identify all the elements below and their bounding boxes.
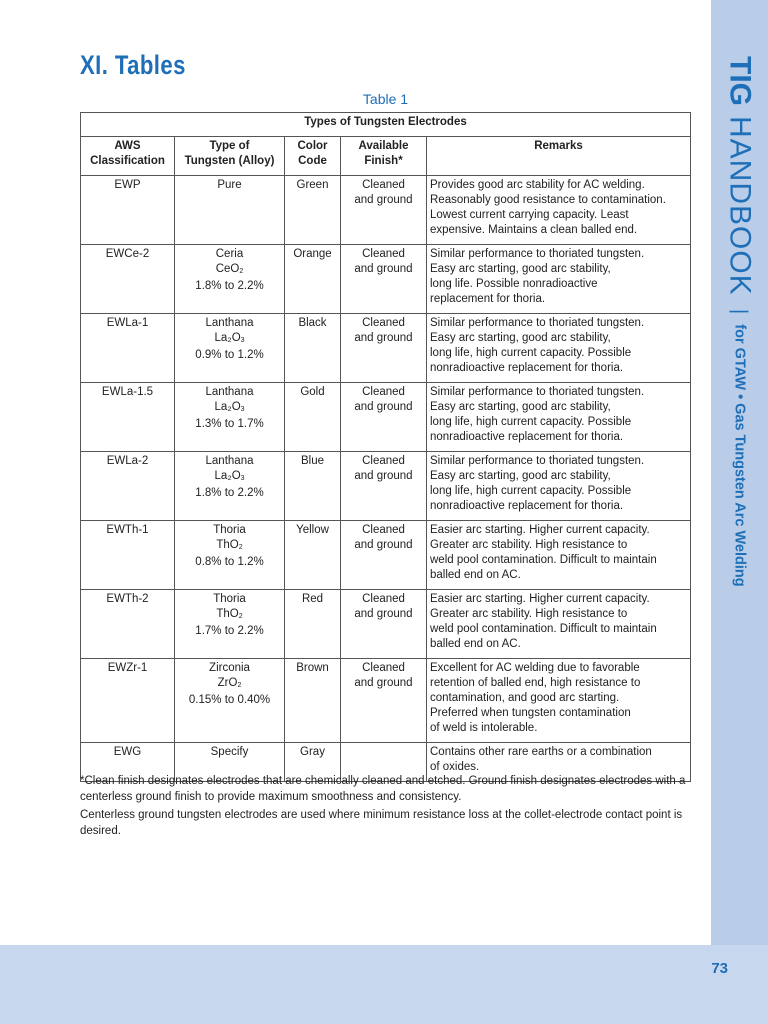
alloy-range: 0.8% to 1.2% (195, 556, 264, 568)
cell-finish (341, 176, 427, 245)
remark-line: Reasonably good resistance to contamination. (430, 194, 666, 206)
table-row (81, 452, 691, 521)
color-code: Black (298, 317, 327, 329)
cell-color (285, 245, 341, 314)
cell-finish (341, 590, 427, 659)
brand-handbook: HANDBOOK (723, 116, 757, 297)
cell-alloy (175, 659, 285, 743)
alloy-name: Zirconia (209, 662, 250, 674)
footer-band (0, 945, 768, 1024)
remark-line: long life, high current capacity. Possible (430, 347, 632, 359)
alloy-name: Specify (210, 746, 249, 758)
aws-code: EWP (114, 179, 141, 191)
remark-line: Easy arc starting, good arc stability, (430, 263, 611, 275)
remark-line: Preferred when tungsten contamination (430, 707, 631, 719)
color-code: Gray (300, 746, 325, 758)
table-row (81, 590, 691, 659)
table-header-row (81, 137, 691, 176)
remark-line: Excellent for AC welding due to favorable (430, 662, 640, 674)
alloy-name: Lanthana (205, 317, 254, 329)
color-code: Green (296, 179, 329, 191)
brand-tig: TIG (723, 56, 757, 106)
cell-aws (81, 452, 175, 521)
cell-finish (341, 383, 427, 452)
table-row (81, 314, 691, 383)
finish-line: Cleaned (362, 386, 405, 398)
remark-line: Easy arc starting, good arc stability, (430, 401, 611, 413)
cell-color (285, 176, 341, 245)
remark-line: long life, high current capacity. Possible (430, 416, 632, 428)
cell-alloy (175, 590, 285, 659)
cell-finish (341, 452, 427, 521)
cell-finish (341, 314, 427, 383)
cell-remarks (427, 176, 691, 245)
brand-separator: | (728, 308, 751, 314)
cell-alloy (175, 314, 285, 383)
header-aws: AWS Classification (81, 137, 175, 176)
cell-color (285, 452, 341, 521)
alloy-formula-subscript: 2 (238, 544, 243, 551)
brand-subtitle: for GTAW • Gas Tungsten Arc Welding (731, 324, 748, 587)
finish-line: Cleaned (362, 455, 405, 467)
remark-line: contamination, and good arc starting. (430, 692, 620, 704)
remark-line: Similar performance to thoriated tungsten. (430, 386, 645, 398)
table-row (81, 521, 691, 590)
color-code: Red (301, 593, 324, 605)
cell-aws (81, 521, 175, 590)
remark-line: nonradioactive replacement for thoria. (430, 500, 624, 512)
alloy-name: Thoria (213, 524, 246, 536)
alloy-formula: ThO (216, 539, 239, 551)
remark-line: Easier arc starting. Higher current capacity. (430, 524, 650, 536)
finish-line: and ground (354, 194, 413, 206)
aws-code: EWTh-2 (106, 593, 149, 605)
cell-alloy (175, 176, 285, 245)
tungsten-electrodes-table (80, 112, 691, 782)
aws-code: EWCe-2 (105, 248, 150, 260)
finish-line: Cleaned (362, 179, 405, 191)
cell-finish (341, 521, 427, 590)
color-code: Yellow (296, 524, 329, 536)
table-caption: Table 1 (362, 91, 409, 107)
cell-color (285, 659, 341, 743)
table-row (81, 245, 691, 314)
cell-aws (81, 314, 175, 383)
alloy-name: Thoria (213, 593, 246, 605)
color-code: Gold (300, 386, 325, 398)
remark-line: weld pool contamination. Difficult to maintain (430, 554, 657, 566)
remark-line: long life. Possible nonradioactive (430, 278, 598, 290)
alloy-formula: La₂O (214, 401, 241, 413)
alloy-name: Lanthana (205, 386, 254, 398)
cell-alloy (175, 521, 285, 590)
cell-finish (341, 659, 427, 743)
finish-line: and ground (354, 677, 413, 689)
cell-remarks (427, 245, 691, 314)
alloy-formula-subscript: 3 (240, 475, 245, 482)
remark-line: nonradioactive replacement for thoria. (430, 362, 624, 374)
alloy-formula: ZrO (217, 677, 238, 689)
cell-alloy (175, 245, 285, 314)
finish-line: Cleaned (362, 524, 405, 536)
finish-line: Cleaned (362, 662, 405, 674)
finish-line: and ground (354, 470, 413, 482)
alloy-formula: La₂O (214, 470, 241, 482)
remark-line: balled end on AC. (430, 638, 521, 650)
cell-alloy (175, 452, 285, 521)
color-code: Brown (296, 662, 329, 674)
section-title: XI. Tables (80, 50, 186, 80)
alloy-formula: CeO (215, 263, 240, 275)
remark-line: of oxides. (430, 761, 480, 773)
footnote-centerless: Centerless ground tungsten electrodes are used where minimum resistance loss at the collet-electrode contact point is desired. (80, 809, 683, 837)
cell-remarks (427, 659, 691, 743)
remark-line: Provides good arc stability for AC welding. (430, 179, 645, 191)
alloy-range: 1.7% to 2.2% (195, 625, 264, 637)
sidebar-title (711, 0, 768, 945)
table-row (81, 383, 691, 452)
finish-line: and ground (354, 263, 413, 275)
remark-line: Contains other rare earths or a combination (430, 746, 652, 758)
cell-remarks (427, 383, 691, 452)
remark-line: Easy arc starting, good arc stability, (430, 470, 611, 482)
remark-line: Greater arc stability. High resistance to (430, 539, 628, 551)
cell-remarks (427, 452, 691, 521)
alloy-formula-subscript: 2 (239, 268, 244, 275)
alloy-formula-subscript: 2 (238, 613, 243, 620)
alloy-formula: ThO (216, 608, 239, 620)
remark-line: weld pool contamination. Difficult to maintain (430, 623, 657, 635)
remark-line: Lowest current carrying capacity. Least (430, 209, 629, 221)
finish-line: and ground (354, 401, 413, 413)
remark-line: Greater arc stability. High resistance to (430, 608, 628, 620)
finish-line: and ground (354, 332, 413, 344)
cell-aws (81, 659, 175, 743)
footnote-finish: *Clean finish designates electrodes that are chemically cleaned and etched. Ground finish designates electrodes with a centerless ground finish to provide maximum smoothness and consistency. (80, 775, 686, 803)
header-remarks: Remarks (427, 137, 691, 176)
remark-line: long life, high current capacity. Possible (430, 485, 632, 497)
page-number: 73 (711, 960, 728, 977)
color-code: Orange (293, 248, 332, 260)
header-alloy: Type of Tungsten (Alloy) (175, 137, 285, 176)
table-title: Types of Tungsten Electrodes (81, 113, 691, 137)
cell-color (285, 521, 341, 590)
sidebar-vertical-text (723, 56, 757, 587)
header-color: Color Code (285, 137, 341, 176)
alloy-range: 1.8% to 2.2% (195, 280, 264, 292)
table-row (81, 176, 691, 245)
cell-color (285, 314, 341, 383)
cell-color (285, 383, 341, 452)
cell-remarks (427, 521, 691, 590)
alloy-range: 0.9% to 1.2% (195, 349, 264, 361)
cell-aws (81, 383, 175, 452)
cell-aws (81, 245, 175, 314)
alloy-formula-subscript: 3 (240, 337, 245, 344)
cell-remarks (427, 590, 691, 659)
remark-line: retention of balled end, high resistance to (430, 677, 641, 689)
color-code: Blue (300, 455, 325, 467)
alloy-name: Pure (217, 179, 242, 191)
aws-code: EWTh-1 (106, 524, 149, 536)
header-finish: Available Finish* (341, 137, 427, 176)
aws-code: EWLa-2 (106, 455, 149, 467)
alloy-name: Ceria (215, 248, 244, 260)
remark-line: balled end on AC. (430, 569, 521, 581)
remark-line: Similar performance to thoriated tungsten. (430, 248, 645, 260)
aws-code: EWLa-1 (106, 317, 149, 329)
alloy-formula-subscript: 3 (240, 406, 245, 413)
alloy-range: 0.15% to 0.40% (188, 694, 271, 706)
alloy-formula-subscript: 2 (237, 682, 242, 689)
remark-line: of weld is intolerable. (430, 722, 538, 734)
remark-line: Easy arc starting, good arc stability, (430, 332, 611, 344)
remark-line: Similar performance to thoriated tungsten. (430, 317, 645, 329)
remark-line: nonradioactive replacement for thoria. (430, 431, 624, 443)
cell-remarks (427, 314, 691, 383)
finish-line: and ground (354, 539, 413, 551)
remark-line: Similar performance to thoriated tungsten. (430, 455, 645, 467)
finish-line: Cleaned (362, 317, 405, 329)
alloy-name: Lanthana (205, 455, 254, 467)
cell-alloy (175, 383, 285, 452)
finish-line: Cleaned (362, 248, 405, 260)
finish-line: Cleaned (362, 593, 405, 605)
cell-aws (81, 590, 175, 659)
remark-line: Easier arc starting. Higher current capacity. (430, 593, 650, 605)
table-row (81, 659, 691, 743)
cell-finish (341, 245, 427, 314)
remark-line: replacement for thoria. (430, 293, 546, 305)
aws-code: EWG (113, 746, 142, 758)
finish-line: and ground (354, 608, 413, 620)
remark-line: expensive. Maintains a clean balled end. (430, 224, 638, 236)
cell-color (285, 590, 341, 659)
aws-code: EWLa-1.5 (101, 386, 154, 398)
alloy-range: 1.3% to 1.7% (195, 418, 264, 430)
aws-code: EWZr-1 (107, 662, 148, 674)
alloy-range: 1.8% to 2.2% (195, 487, 264, 499)
alloy-formula: La₂O (214, 332, 241, 344)
cell-aws (81, 176, 175, 245)
